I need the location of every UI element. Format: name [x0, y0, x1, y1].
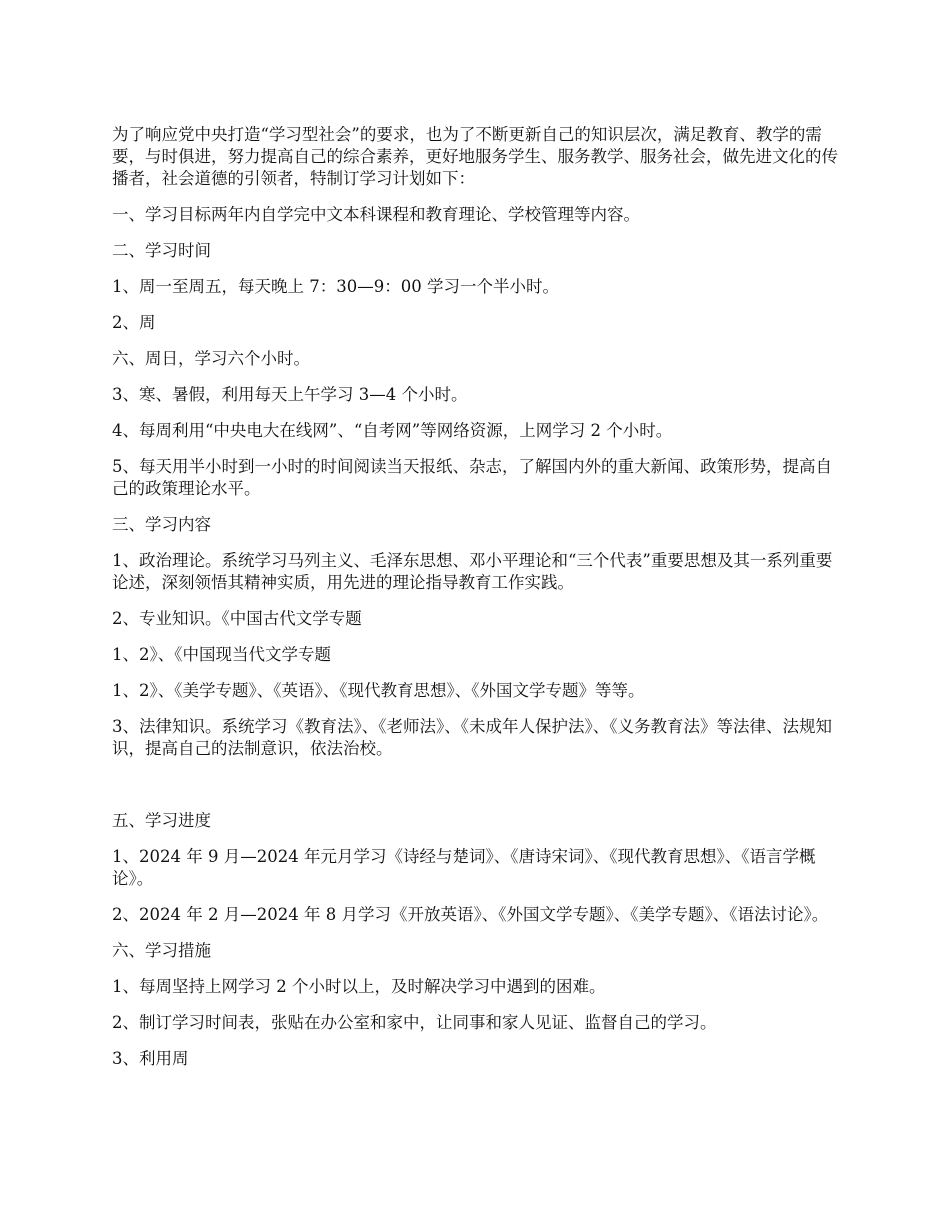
list-item: 1、2》、《美学专题》、《英语》、《现代教育思想》、《外国文学专题》等等。: [112, 681, 645, 700]
section-heading-learning-time: 二、学习时间: [112, 241, 211, 260]
list-item: 2、周: [112, 313, 156, 332]
list-item: 3、利用周: [112, 1049, 189, 1068]
section-heading-learning-progress: 五、学习进度: [112, 811, 211, 830]
list-item: 2、专业知识。《中国古代文学专题: [112, 609, 362, 628]
list-item: 2、制订学习时间表，张贴在办公室和家中，让同事和家人见证、监督自己的学习。: [112, 1013, 717, 1032]
list-item: 六、周日，学习六个小时。: [112, 349, 310, 368]
list-item: 1、周一至周五，每天晚上 7：30—9：00 学习一个半小时。: [112, 277, 559, 296]
list-item: 5、每天用半小时到一小时的时间阅读当天报纸、杂志，了解国内外的重大新闻、政策形势，提高自己的政策理论水平。: [112, 457, 832, 498]
intro-paragraph: 为了响应党中央打造“学习型社会”的要求，也为了不断更新自己的知识层次，满足教育、教学的需要，与时俱进，努力提高自己的综合素养，更好地服务学生、服务教学、服务社会，做先进文化的传播者，社会道德的引领者，特制订学习计划如下：: [112, 125, 838, 188]
list-item: 3、法律知识。系统学习《教育法》、《老师法》、《未成年人保护法》、《义务教育法》等法律、法规知识，提高自己的法制意识，依法治校。: [112, 717, 832, 758]
list-item: 1、2024 年 9 月—2024 年元月学习《诗经与楚词》、《唐诗宋词》、《现代教育思想》、《语言学概论》。: [112, 847, 816, 888]
document-body: [112, 124, 840, 1084]
list-item: 1、每周坚持上网学习 2 个小时以上，及时解决学习中遇到的困难。: [112, 977, 606, 996]
list-item: 3、寒、暑假，利用每天上午学习 3—4 个小时。: [112, 385, 468, 404]
list-item: 2、2024 年 2 月—2024 年 8 月学习《开放英语》、《外国文学专题》、《美学专题》、《语法讨论》。: [112, 905, 829, 924]
list-item: 4、每周利用“中央电大在线网”、“自考网”等网络资源，上网学习 2 个小时。: [112, 421, 673, 440]
list-item: 1、政治理论。系统学习马列主义、毛泽东思想、邓小平理论和“三个代表”重要思想及其一系列重要论述，深刻领悟其精神实质，用先进的理论指导教育工作实践。: [112, 551, 833, 592]
section-heading-learning-content: 三、学习内容: [112, 515, 211, 534]
section-learning-goal: 一、学习目标两年内自学完中文本科课程和教育理论、学校管理等内容。: [112, 205, 640, 224]
list-item: 1、2》、《中国现当代文学专题: [112, 645, 331, 664]
section-heading-learning-measures: 六、学习措施: [112, 941, 211, 960]
